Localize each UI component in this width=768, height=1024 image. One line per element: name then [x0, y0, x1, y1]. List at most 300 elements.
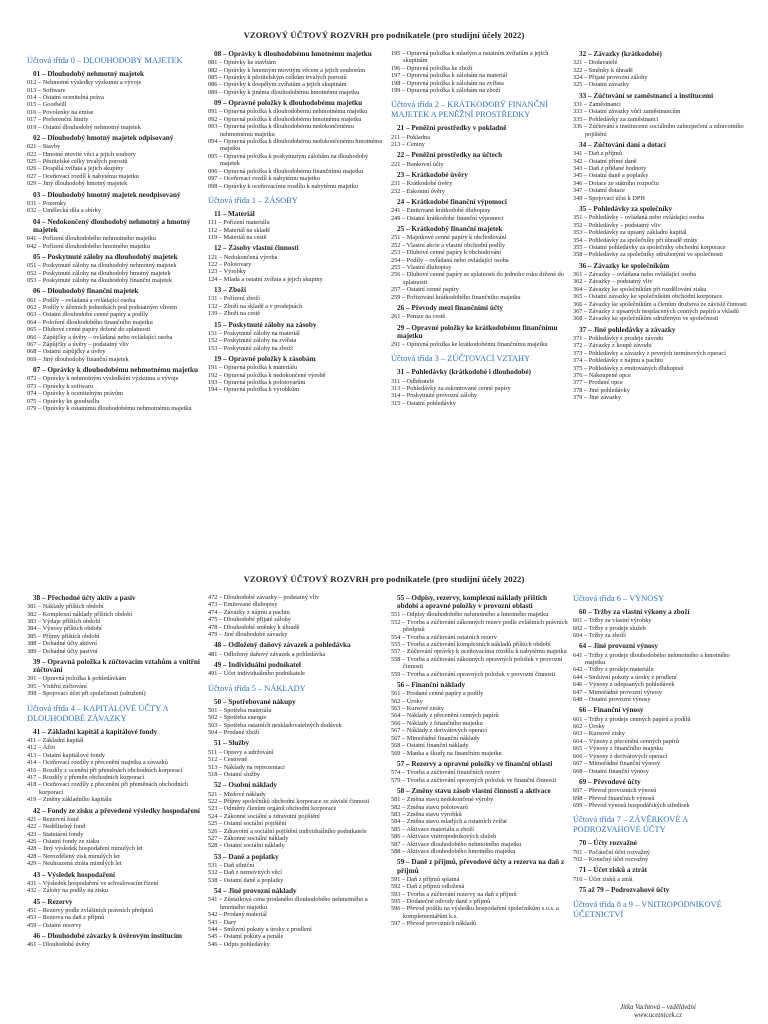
account-item: 503 – Spotřeba ostatních neskladovatelných dodávek [208, 721, 342, 729]
account-item: 563 – Kursové ztráty [391, 705, 444, 713]
account-class-heading: Účtová třída 7 – ZÁVĚRKOVÉ A PODROZVAHOVÉ ÚČTY [573, 815, 688, 835]
account-group-heading: 52 – Osobní náklady [214, 781, 277, 790]
account-item: 354 – Pohledávky za společníky při úhradě ztráty [573, 236, 698, 244]
account-item: 702 – Konečný účet rozvažný [573, 855, 649, 863]
account-item: 095 – Opravná položka k poskytnutým zálohám na dlouhodobý majetek [208, 152, 369, 168]
account-item: 379 – Jiné závazky [573, 394, 622, 402]
account-item: 098 – Oprávky k oceňovacímu rozdílu k nabytému majetku [208, 182, 359, 190]
column-4 [573, 50, 751, 402]
account-item: 139 – Zboží na cestě [208, 310, 261, 318]
account-item: 557 – Zúčtování oprávky k oceňovacímu rozdílu k nabytému majetku [391, 648, 567, 656]
account-item: 026 – Dospělá zvířata a jejich skupiny [27, 165, 124, 173]
account-group-heading: 41 – Základní kapitál a kapitálové fondy [33, 727, 158, 736]
account-group-heading: 05 – Poskytnuté zálohy na dlouhodobý majetek [33, 252, 178, 261]
account-class-heading: Účtová třída 4 – KAPITÁLOVÉ ÚČTY A DLOUHODOBÉ ZÁVAZKY [27, 703, 169, 723]
account-item: 321 – Dodavatelé [573, 59, 618, 67]
account-group-heading: 11 – Materiál [214, 209, 255, 218]
account-group-heading: 66 – Finanční výnosy [579, 706, 644, 715]
account-item: 042 – Pořízení dlouhodobého hmotného majetku [27, 242, 150, 250]
account-group-heading: 70 – Účty rozvažné [579, 839, 637, 848]
account-item: 085 – Oprávky k pěstitelským celkům trvalých porostů [208, 74, 347, 82]
account-group-heading: 49 – Individuální podnikatel [214, 661, 301, 670]
account-item: 291 – Opravná položka ke krátkodobému finančnímu majetku [391, 340, 548, 348]
account-class-heading: Účtová třída 3 – ZÚČTOVACÍ VZTAHY [391, 354, 531, 364]
account-item: 426 – Ostatní fondy ze zisku [27, 837, 100, 845]
account-item: 478 – Dlouhodobé směnky k úhradě [208, 623, 300, 631]
account-group-heading: 64 – Jiné provozní výnosy [579, 642, 658, 651]
account-item: 031 – Pozemky [27, 199, 67, 207]
account-item: 474 – Závazky z nájmu a pachtu [208, 608, 290, 616]
account-item: 153 – Poskytnuté zálohy na zboží [208, 344, 293, 352]
account-item: 015 – Goodwill [27, 101, 67, 109]
account-item: 568 – Ostatní finanční náklady [391, 742, 469, 750]
page-title-top: VZOROVÝ ÚČTOVÝ ROZVRH pro podnikatele (pro studijní účely 2022) [243, 30, 525, 40]
account-item: 647 – Mimořádné provozní výnosy [573, 688, 662, 696]
account-group-heading: 07 – Oprávky k dlouhodobému nehmotnému majetku [33, 366, 198, 375]
account-item: 459 – Ostatní rezervy [27, 921, 82, 929]
account-item: 063 – Ostatní dlouhodobé cenné papíry a podíly [27, 311, 149, 319]
account-item: 017 – Preferenční limity [27, 116, 89, 124]
account-group-heading: 58 – Změny stavu zásob vlastní činnosti a aktivace [397, 786, 551, 795]
account-item: 473 – Emitované dluhopisy [208, 601, 278, 609]
account-item: 079 – Oprávky k ostatnímu dlouhodobému nehmotnému majetku [27, 405, 192, 413]
account-group-heading: 55 – Odpisy, rezervy, komplexní náklady příštích období a opravné položky v provozní oblasti [397, 594, 548, 611]
account-item: 112 – Materiál na skladě [208, 226, 271, 234]
account-item: 347 – Ostatní dotace [573, 187, 625, 195]
account-group-heading: 12 – Zásoby vlastní činnosti [214, 244, 299, 253]
account-item: 197 – Opravná položka k zálohám na materiál [391, 72, 508, 80]
account-group-heading: 15 – Poskytnuté zálohy na zásoby [214, 320, 317, 329]
account-class-heading: Účtová třída 0 – DLOUHODOBÝ MAJETEK [27, 56, 183, 65]
account-group-heading: 45 – Rezervy [33, 897, 73, 906]
account-item: 601 – Tržby za vlastní výrobky [573, 617, 652, 625]
account-item: 092 – Opravná položka k dlouhodobému hmotnému majetku [208, 115, 362, 123]
account-item: 501 – Spotřeba materiálu [208, 706, 272, 714]
author-credit [573, 1004, 743, 1020]
account-item: 641 – Tržby z prodeje dlouhodobého nehmotného a hmotného majetku [573, 651, 730, 667]
account-item: 195 – Opravná položka k mladým a ostatním zvířatům a jejich skupinám [391, 50, 549, 65]
account-item: 512 – Cestovné [208, 756, 248, 764]
account-item: 582 – Změna stavu polotovarů [391, 803, 468, 811]
account-item: 231 – Krátkodobé úvěry [391, 180, 453, 188]
account-item: 376 – Nakoupené opce [573, 372, 631, 380]
account-item: 373 – Pohledávky a závazky z pevných termínových operací [573, 349, 726, 357]
account-group-heading: 22 – Peněžní prostředky na účtech [397, 151, 503, 160]
account-item: 532 – Daň z nemovitých věcí [208, 869, 282, 877]
account-item: 588 – Aktivace dlouhodobého hmotného majetku [391, 847, 516, 855]
account-group-heading: 36 – Závazky ke společníkům [579, 261, 670, 270]
column-3 [391, 50, 569, 407]
account-item: 475 – Dlouhodobé přijaté zálohy [208, 616, 291, 624]
account-item: 541 – Zůstatková cena prodaného dlouhodobého nehmotného a hmotného majetku [208, 896, 368, 911]
account-group-heading: 71 – Účet zisků a ztrát [579, 866, 648, 875]
account-item: 661 – Tržby z prodeje cenných papírů a podílů [573, 715, 691, 723]
account-item: 552 – Tvorba a zúčtování zákonných rezerv podle zvláštních právních předpisů [391, 618, 568, 634]
account-item: 416 – Rozdíly z ocenění při přeměnách obchodních korporací [27, 766, 183, 774]
account-item: 481 – Odložený daňový závazek a pohledávka [208, 650, 326, 658]
account-item: 593 – Tvorba a zúčtování rezervy na daň z příjmů [391, 890, 517, 898]
account-item: 569 – Manka a škody na finančním majetku [391, 749, 502, 757]
account-item: 412 – Ážio [27, 744, 55, 752]
account-group-heading: 59 – Daně z příjmů, převodové účty a rezerva na daň z příjmů [397, 858, 565, 875]
account-group-heading: 51 – Služby [214, 739, 250, 748]
account-item: 538 – Ostatní daně a poplatky [208, 876, 284, 884]
account-item: 524 – Zákonné sociální a zdravotní pojištění [208, 812, 320, 820]
account-item: 604 – Tržby za zboží [573, 632, 626, 640]
account-group-heading: 01 – Dlouhodobý nehmotný majetek [33, 70, 145, 78]
account-item: 584 – Změna stavu mladých a ostatních zvířat [391, 818, 507, 826]
account-item: 073 – Oprávky k softwaru [27, 382, 94, 390]
account-item: 367 – Závazky z upsaných nesplacených cenných papírů a vkladů [573, 307, 739, 315]
page-title-bottom: VZOROVÝ ÚČTOVÝ ROZVRH pro podnikatele (pro studijní účely 2022) [243, 574, 525, 584]
account-item: 252 – Vlastní akcie a vlastní obchodní podíly [391, 241, 506, 249]
account-group-heading: 19 – Opravné položky k zásobám [214, 355, 316, 363]
account-item: 121 – Nedokončená výroba [208, 253, 278, 261]
account-item: 597 – Převod provozních nákladů [391, 920, 476, 928]
account-group-heading: 34 – Zúčtování daní a dotací [579, 141, 666, 150]
account-item: 032 – Umělecká díla a sbírky [27, 207, 101, 215]
author-name: Jitka Vachtová – vzdělávání [620, 1004, 696, 1011]
account-item: 198 – Opravná položka k zálohám na zvířata [391, 79, 504, 87]
account-item: 132 – Zboží na skladě a v prodejnách [208, 302, 303, 310]
account-group-heading: 56 – Finanční náklady [397, 681, 466, 690]
account-class-heading: Účtová třída 1 – ZÁSOBY [208, 195, 298, 205]
account-item: 341 – Daň z příjmů [573, 150, 622, 158]
column-3 [391, 594, 569, 928]
account-item: 094 – Opravná položka k dlouhodobému nedokončenému hmotnému majetku [208, 138, 383, 153]
account-item: 662 – Úroky [573, 723, 605, 731]
column-4 [573, 594, 751, 924]
account-item: 395 – Vnitřní zúčtování [27, 682, 87, 690]
account-item: 592 – Daň z příjmů odložená [391, 883, 465, 891]
account-item: 398 – Spojovací účet při společnosti (sdružení) [27, 690, 146, 698]
account-item: 081 – Oprávky ke stavbám [208, 59, 276, 67]
account-item: 567 – Náklady z derivátových operací [391, 727, 487, 735]
account-item: 029 – Jiný dlouhodobý hmotný majetek [27, 180, 128, 188]
account-item: 587 – Aktivace dlouhodobého nehmotného majetku [391, 840, 522, 848]
account-item: 546 – Odpis pohledávky [208, 940, 270, 948]
account-item: 193 – Opravná položka k polotovarům [208, 379, 306, 387]
account-item: 564 – Náklady z přecenění cenných papírů [391, 712, 499, 720]
account-item: 581 – Změna stavu nedokončené výroby [391, 796, 494, 804]
account-group-heading: 48 – Odložený daňový závazek a pohledávka [214, 641, 351, 650]
account-item: 525 – Ostatní sociální pojištění [208, 820, 287, 828]
account-group-heading: 42 – Fondy ze zisku a převedené výsledky hospodaření [33, 806, 200, 815]
account-group-heading: 69 – Převodové účty [579, 777, 641, 786]
account-item: 646 – Výnosy z odepsaných pohledávek [573, 681, 675, 689]
account-item: 254 – Podíly – ovládaná nebo ovládající osoba [391, 256, 509, 264]
account-group-heading: 08 – Oprávky k dlouhodobému hmotnému majetku [214, 50, 372, 58]
account-item: 358 – Pohledávky za společníky sdruženými ve společnosti [573, 251, 723, 259]
account-item: 089 – Oprávky k jinému dlouhodobému hmotnému majetku [208, 88, 360, 96]
account-item: 554 – Tvorba a zúčtování ostatních rezerv [391, 633, 497, 641]
account-item: 194 – Opravná položka k výrobkům [208, 386, 300, 394]
account-class-heading: Účtová třída 2 – KRÁTKODOBÝ FINANČNÍ MAJETEK A PENĚŽNÍ PROSTŘEDKY [391, 100, 549, 120]
account-item: 417 – Rozdíly z přeměn obchodních korporací [27, 773, 145, 781]
account-item: 119 – Materiál na cestě [208, 233, 267, 241]
account-item: 067 – Zápůjčky a úvěry – podstatný vliv [27, 340, 129, 348]
account-item: 124 – Mladá a ostatní zvířata a jejich skupiny [208, 275, 323, 283]
account-group-heading: 54 – Jiné provozní náklady [214, 887, 297, 896]
account-item: 388 – Dohadné účty aktivní [27, 640, 97, 648]
account-item: 701 – Počáteční účet rozvažný [573, 848, 650, 856]
account-item: 551 – Odpisy dlouhodobého nehmotného a hmotného majetku [391, 611, 549, 619]
account-group-heading: 26 – Převody mezi finančními účty [397, 303, 504, 312]
account-item: 355 – Ostatní pohledávky za společníky obchodní korporace [573, 243, 726, 251]
account-item: 428 – Nerozdělený zisk minulých let [27, 852, 120, 860]
account-item: 022 – Hmotné movité věci a jejich soubory [27, 150, 136, 158]
account-item: 384 – Výnosy příštích období [27, 625, 102, 633]
account-item: 698 – Převod finančních výnosů [573, 794, 655, 802]
account-item: 232 – Eskontní úvěry [391, 187, 446, 195]
account-item: 019 – Ostatní dlouhodobý nehmotný majetek [27, 123, 141, 131]
account-item: 413 – Ostatní kapitálové fondy [27, 751, 105, 759]
account-item: 314 – Poskytnuté provozní zálohy [391, 392, 478, 400]
account-item: 602 – Tržby z prodeje služeb [573, 624, 646, 632]
account-item: 527 – Zákonné sociální náklady [208, 834, 289, 842]
account-item: 666 – Výnosy z derivátových operací [573, 752, 668, 760]
account-item: 579 – Tvorba a zúčtování opravných položek ve finanční činnosti [391, 776, 557, 784]
account-item: 351 – Pohledávky – ovládaná nebo ovládající osoba [573, 214, 704, 222]
account-item: 555 – Tvorba a zúčtování komplexních nákladů příštích období [391, 641, 551, 649]
account-item: 361 – Závazky – ovládaná nebo ovládající osoba [573, 270, 696, 278]
account-item: 566 – Náklady z finančního majetku [391, 719, 483, 727]
account-item: 375 – Pohledávky z emitovaných dluhopisů [573, 364, 684, 372]
account-item: 472 – Dlouhodobé závazky – podstatný vliv [208, 594, 320, 601]
account-item: 333 – Ostatní závazky vůči zaměstnancům [573, 108, 681, 116]
account-group-heading: 60 – Tržby za vlastní výkony a zboží [579, 608, 690, 616]
account-item: 259 – Pořizování krátkodobého finančního majetku [391, 293, 521, 301]
account-group-heading: 39 – Opravná položka k zúčtovacím vztahům a vnitřní zúčtování [33, 658, 200, 675]
account-item: 421 – Rezervní fond [27, 815, 79, 823]
account-group-heading: 31 – Pohledávky (krátkodobé i dlouhodobé) [397, 368, 531, 377]
account-item: 585 – Aktivace materiálu a zboží [391, 825, 475, 833]
account-item: 378 – Jiné pohledávky [573, 386, 630, 394]
account-item: 027 – Oceňovací rozdíl k nabytému majetku [27, 172, 139, 180]
account-item: 343 – Daň z přidané hodnoty [573, 165, 647, 173]
account-item: 111 – Pořízení materiálu [208, 219, 270, 227]
account-group-heading: 29 – Opravné položky ke krátkodobému finančnímu majetku [397, 323, 558, 340]
account-item: 221 – Bankovní účty [391, 160, 444, 168]
account-group-heading: 38 – Přechodné účty aktiv a pasiv [33, 594, 136, 602]
account-item: 068 – Ostatní zápůjčky a úvěry [27, 348, 106, 356]
account-item: 419 – Změny základního kapitálu [27, 796, 112, 804]
account-item: 014 – Ostatní ocenitelná práva [27, 94, 104, 102]
account-item: 479 – Jiné dlouhodobé závazky [208, 631, 288, 639]
account-item: 414 – Oceňovací rozdíly z přecenění majetku a závazků [27, 759, 168, 767]
account-item: 374 – Pohledávky z nájmu a pachtu [573, 357, 663, 365]
account-group-heading: 43 – Výsledek hospodaření [33, 870, 115, 879]
account-item: 428 – Jiný výsledek hospodaření minulých let [27, 845, 143, 853]
account-group-heading: 57 – Rezervy a opravné položky ve finanční oblasti [397, 759, 553, 768]
account-item: 346 – Dotace ze státního rozpočtu [573, 179, 659, 187]
account-item: 699 – Převod výnosů hospodářských středisek [573, 801, 690, 809]
account-group-heading: 37 – Jiné pohledávky a závazky [579, 325, 676, 334]
account-item: 451 – Rezervy podle zvláštních právních předpisů [27, 906, 154, 914]
account-item: 249 – Ostatní krátkodobé finanční výpomoci [391, 214, 504, 222]
account-item: 353 – Pohledávky za upsaný základní kapitál [573, 229, 687, 237]
account-item: 352 – Pohledávky – podstatný vliv [573, 221, 661, 229]
account-item: 453 – Rezerva na daň z příjmů [27, 914, 105, 922]
account-item: 664 – Výnosy z přecenění cenných papírů [573, 737, 679, 745]
account-item: 648 – Ostatní provozní výnosy [573, 696, 651, 704]
account-item: 523 – Odměny členům orgánů obchodní korporace [208, 805, 337, 813]
account-item: 213 – Ceniny [391, 141, 425, 149]
account-group-heading: 06 – Dlouhodobý finanční majetek [33, 287, 139, 296]
account-item: 061 – Podíly – ovládaná a ovládající osoba [27, 296, 136, 304]
account-item: 531 – Daň silniční [208, 861, 255, 869]
account-item: 591 – Daň z příjmů splatná [391, 875, 460, 883]
account-item: 382 – Komplexní náklady příštích období [27, 610, 133, 618]
account-item: 257 – Ostatní cenné papíry [391, 286, 459, 294]
account-item: 586 – Aktivace vnitropodnikových služeb [391, 833, 497, 841]
account-item: 542 – Prodaný materiál [208, 911, 267, 919]
account-item: 596 – Převod podílu na výsledku hospodaření společníkům s.o.s. a komplementářům k.s. [391, 905, 559, 920]
account-item: 522 – Příjmy společníků obchodní korporace ze závislé činnosti [208, 797, 370, 805]
account-item: 526 – Zdravotní a sociální pojištění individuálního podnikatele [208, 827, 367, 835]
account-item: 372 – Závazky z koupě závodu [573, 342, 652, 350]
account-group-heading: 03 – Dlouhodobý hmotný majetek neodpisovaný [33, 190, 181, 199]
account-item: 345 – Ostatní daně a poplatky [573, 172, 649, 180]
account-item: 342 – Ostatní přímé daně [573, 157, 637, 165]
account-item: 432 – Zálohy na podíly na zisku [27, 887, 109, 895]
account-item: 069 – Jiný dlouhodobý finanční majetek [27, 355, 129, 363]
account-group-heading: 21 – Peněžní prostředky v pokladně [397, 124, 507, 133]
account-item: 423 – Statutární fondy [27, 830, 84, 838]
account-item: 311 – Odběratelé [391, 377, 435, 385]
account-group-heading: 24 – Krátkodobé finanční výpomoci [397, 198, 507, 207]
account-item: 545 – Ostatní pokuty a penále [208, 933, 284, 941]
account-item: 383 – Výdaje příštích období [27, 618, 101, 626]
account-item: 411 – Základní kapitál [27, 736, 84, 744]
account-item: 315 – Ostatní pohledávky [391, 399, 456, 407]
account-group-heading: 75 až 79 – Podrozvahové účty [579, 885, 670, 894]
account-item: 543 – Dary [208, 918, 237, 926]
account-item: 559 – Tvorba a zúčtování opravných položek v provozní činnosti [391, 670, 556, 678]
account-item: 513 – Náklady na reprezentaci [208, 763, 285, 771]
account-item: 391 – Opravná položka k pohledávkám [27, 675, 127, 683]
account-item: 595 – Dodatečné odvody daně z příjmů [391, 898, 491, 906]
account-item: 642 – Tržby z prodeje materiálu [573, 666, 654, 674]
account-item: 668 – Ostatní finanční výnosy [573, 767, 649, 775]
account-item: 192 – Opravná položka k nedokončené výrobě [208, 371, 326, 379]
account-item: 016 – Povolenky na emise [27, 108, 94, 116]
account-item: 431 – Výsledek hospodaření ve schvalovacím řízení [27, 879, 159, 887]
account-item: 096 – Opravná položka k dlouhodobému finančnímu majetku [208, 167, 364, 175]
account-group-heading: 23 – Krátkodobé úvěry [397, 171, 468, 180]
account-item: 385 – Příjmy příštích období [27, 632, 100, 640]
account-group-heading: 25 – Krátkodobý finanční majetek [397, 225, 503, 234]
account-item: 335 – Pohledávky za zaměstnanci [573, 115, 659, 123]
account-item: 041 – Pořízení dlouhodobého nehmotného majetku [27, 235, 156, 243]
account-item: 697 – Převod provozních výnosů [573, 787, 657, 795]
account-item: 064 – Položení dlouhodobého finančního majetku [27, 318, 153, 326]
account-group-heading: 33 – Zúčtování se zaměstnanci a institucemi [579, 91, 714, 100]
account-item: 241 – Emitované krátkodobé dluhopisy [391, 207, 491, 215]
account-item: 211 – Pokladna [391, 133, 430, 141]
account-item: 052 – Poskytnuté zálohy na dlouhodobý hmotný majetek [27, 269, 171, 277]
account-group-heading: 35 – Pohledávky za společníky [579, 205, 673, 214]
account-item: 074 – Oprávky k ocenitelným právům [27, 390, 124, 398]
account-item: 072 – Oprávky k nehmotným výsledkům výzkumu a vývoje [27, 375, 179, 383]
account-item: 151 – Poskytnuté zálohy na materiál [208, 329, 300, 337]
account-item: 544 – Smluvní pokuty a úroky z prodlení [208, 926, 312, 934]
account-item: 021 – Stavby [27, 143, 61, 151]
account-item: 253 – Dluhové cenné papíry k obchodování [391, 249, 502, 257]
account-item: 418 – Oceňovací rozdíly z přecenění při přeměnách obchodních korporací [27, 781, 189, 796]
account-group-heading: 02 – Dlouhodobý hmotný majetek odpisovaný [33, 134, 174, 143]
account-item: 422 – Nedělitelný fond [27, 823, 86, 831]
account-item: 491 – Účet individuálního podnikatele [208, 670, 305, 678]
account-item: 667 – Mimořádné finanční výnosy [573, 760, 661, 768]
account-item: 663 – Kursové zisky [573, 730, 625, 738]
account-item: 331 – Zaměstnanci [573, 101, 621, 109]
account-item: 504 – Prodané zboží [208, 729, 260, 737]
account-item: 122 – Polotovary [208, 260, 252, 268]
account-item: 025 – Pěstitelské celky trvalých porostů [27, 158, 128, 166]
account-item: 093 – Opravná položka k dlouhodobému nedokončenému nehmotnému majetku [208, 123, 354, 138]
account-group-heading: 32 – Závazky (krátkodobé) [579, 50, 662, 58]
account-class-heading: Účtová třída 5 – NÁKLADY [208, 683, 306, 693]
account-item: 561 – Prodané cenné papíry a podíly [391, 690, 484, 698]
account-item: 567 – Mimořádné finanční náklady [391, 734, 480, 742]
account-item: 461 – Dlouhodobé úvěry [27, 941, 90, 949]
account-item: 091 – Opravná položka k dlouhodobému nehmotnému majetku [208, 108, 368, 116]
account-item: 366 – Závazky ke společníkům a členům družstva ze závislé činnosti [573, 300, 747, 308]
sheet-bottom [0, 594, 768, 1024]
account-group-heading: 09 – Opravné položky k dlouhodobému majetku [214, 99, 363, 108]
account-group-heading: 13 – Zboží [214, 286, 246, 295]
account-item: 336 – Zúčtování s institucemi sociálního zabezpečení a zdravotního pojištění [573, 123, 744, 138]
account-item: 131 – Pořízení zboží [208, 295, 260, 303]
account-item: 086 – Oprávky k dospělým zvířatům a jejich skupinám [208, 81, 347, 89]
column-2 [208, 50, 386, 394]
account-item: 710 – Účet zisků a ztrát [573, 875, 633, 883]
account-class-heading: Účtová třída 6 – VÝNOSY [573, 594, 665, 603]
account-item: 123 – Výrobky [208, 268, 247, 276]
account-group-heading: 04 – Nedokončený dlouhodobý nehmotný a hmotný majetek [33, 217, 191, 234]
account-item: 062 – Podíly v účetních jednotkách pod podstatným vlivem [27, 303, 178, 311]
account-item: 082 – Oprávky k hmotným movitým věcem a jejich souborům [208, 66, 366, 74]
account-item: 389 – Dohadné účty pasivní [27, 647, 98, 655]
account-item: 012 – Nehmotné výsledky výzkumu a vývoje [27, 79, 142, 87]
account-item: 665 – Výnosy z finančního majetku [573, 745, 663, 753]
account-item: 558 – Tvorba a zúčtování zákonných opravných položek v provozní činnosti [391, 655, 563, 671]
account-item: 097 – Oceňovací rozdíl k nabytému majetku [208, 175, 320, 183]
account-item: 364 – Závazky ke společníkům při rozdělování zisku [573, 285, 707, 293]
account-item: 196 – Opravná položka ke zboží [391, 64, 473, 72]
account-item: 251 – Majetkové cenné papíry k obchodování [391, 234, 507, 242]
account-item: 199 – Opravná položka k zálohám na zboží [391, 87, 501, 95]
account-class-heading: Účtová třída 8 a 9 – VNITROPODNIKOVÉ ÚČETNICTVÍ [573, 900, 722, 920]
account-item: 518 – Ostatní služby [208, 770, 260, 778]
column-1 [27, 50, 205, 412]
account-item: 013 – Software [27, 86, 66, 94]
account-item: 065 – Dluhové cenné papíry držené do splatnosti [27, 326, 151, 334]
account-group-heading: 46 – Dlouhodobé závazky k úvěrovým institucím [33, 932, 182, 941]
account-item: 583 – Změna stavu výrobků [391, 810, 462, 818]
account-item: 053 – Poskytnuté zálohy na dlouhodobý finanční majetek [27, 276, 172, 284]
account-item: 574 – Tvorba a zúčtování finančních rezerv [391, 769, 501, 777]
account-item: 362 – Závazky – podstatný vliv [573, 278, 653, 286]
account-item: 365 – Ostatní závazky ke společníkům obchodní korporace [573, 293, 723, 301]
account-item: 152 – Poskytnuté zálohy na zvířata [208, 337, 297, 345]
sheet-top [0, 50, 768, 520]
account-item: 644 – Smluvní pokuty a úroky z prodlení [573, 673, 677, 681]
account-item: 261 – Peníze na cestě [391, 313, 446, 321]
account-item: 502 – Spotřeba energie [208, 714, 267, 722]
account-item: 256 – Dluhové cenné papíry se splatností do jednoho roku držené do splatnosti [391, 271, 564, 286]
